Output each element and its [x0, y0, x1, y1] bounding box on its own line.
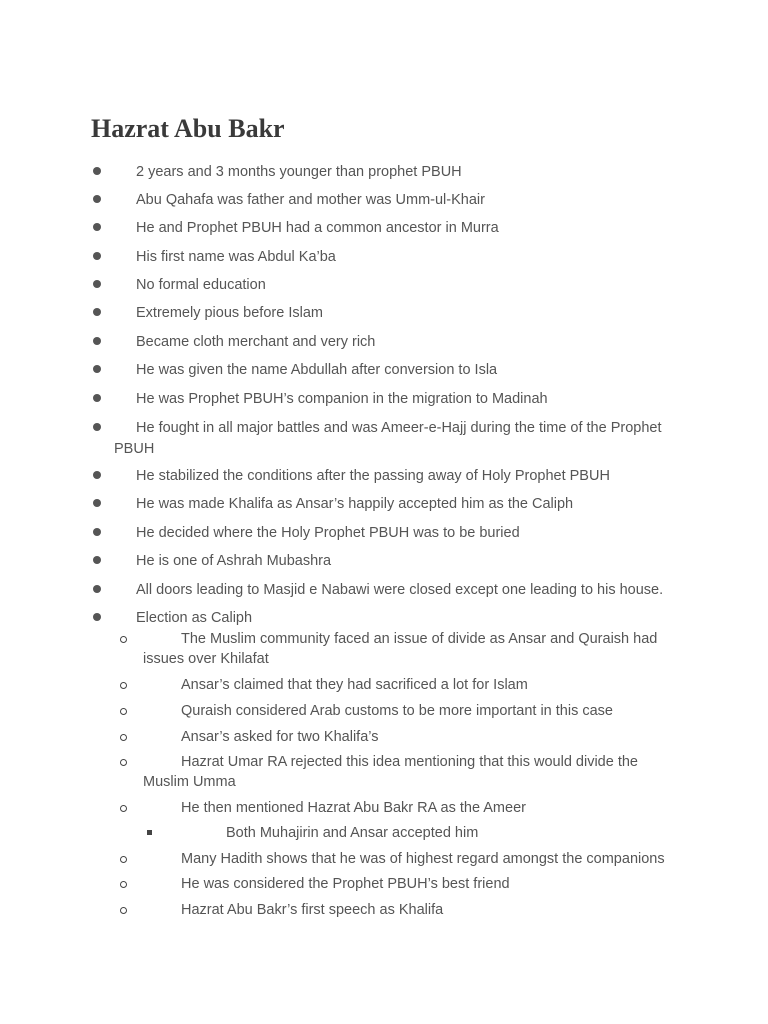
sub-list-item-text: The Muslim community faced an issue of divide as Ansar and Quraish had: [181, 631, 658, 647]
sub-sub-list-item: [0, 823, 768, 843]
list-item-text: He was given the name Abdullah after conversion to Isla: [136, 362, 498, 378]
list-item: [0, 389, 768, 409]
bullet-dot: [93, 337, 101, 345]
list-item-text: He fought in all major battles and was Ameer-e-Hajj during the time of the Prophet: [136, 420, 662, 436]
list-item-text: He decided where the Holy Prophet PBUH was to be buried: [136, 525, 520, 541]
bullet-dot: [93, 556, 101, 564]
bullet-dot: [93, 585, 101, 593]
circle-bullet: [120, 734, 127, 741]
bullet-dot: [93, 167, 101, 175]
list-item-text: All doors leading to Masjid e Nabawi were closed except one leading to his house.: [136, 582, 664, 598]
list-item: [0, 466, 768, 486]
list-item: [0, 551, 768, 571]
sub-list-item-text: He then mentioned Hazrat Abu Bakr RA as the Ameer: [181, 800, 526, 816]
list-item: [0, 580, 768, 600]
list-item-text: He and Prophet PBUH had a common ancestor in Murra: [136, 220, 499, 236]
bullet-dot: [93, 528, 101, 536]
sub-list-item: [0, 727, 768, 747]
list-item-text: Abu Qahafa was father and mother was Umm-ul-Khair: [136, 192, 485, 208]
list-item: [0, 494, 768, 514]
bullet-dot: [93, 280, 101, 288]
circle-bullet: [120, 881, 127, 888]
list-item-text-continuation: PBUH: [114, 441, 155, 457]
sub-list-item-text-continuation: Muslim Umma: [143, 774, 236, 790]
list-item: [0, 360, 768, 380]
bullet-dot: [93, 394, 101, 402]
list-item: [0, 608, 768, 628]
list-item-text: Became cloth merchant and very rich: [136, 334, 376, 350]
sub-list-item-text: Quraish considered Arab customs to be more important in this case: [181, 703, 613, 719]
sub-list-item: [0, 701, 768, 721]
list-item-text: Extremely pious before Islam: [136, 305, 323, 321]
list-item: [0, 418, 768, 458]
sub-list-item-text: Ansar’s asked for two Khalifa’s: [181, 729, 379, 745]
sub-list-item-text: Hazrat Abu Bakr’s first speech as Khalifa: [181, 902, 444, 918]
list-item: [0, 275, 768, 295]
list-item-text: He stabilized the conditions after the passing away of Holy Prophet PBUH: [136, 468, 610, 484]
sub-list-item: [0, 675, 768, 695]
document-title: Hazrat Abu Bakr: [91, 114, 285, 143]
bullet-dot: [93, 223, 101, 231]
circle-bullet: [120, 856, 127, 863]
circle-bullet: [120, 907, 127, 914]
list-item-text: He was made Khalifa as Ansar’s happily accepted him as the Caliph: [136, 496, 574, 512]
circle-bullet: [120, 708, 127, 715]
bullet-dot: [93, 365, 101, 373]
circle-bullet: [120, 805, 127, 812]
list-item-text: He was Prophet PBUH’s companion in the migration to Madinah: [136, 391, 548, 407]
list-item: [0, 303, 768, 323]
bullet-dot: [93, 195, 101, 203]
list-item-text: He is one of Ashrah Mubashra: [136, 553, 332, 569]
sub-sub-list-item-text: Both Muhajirin and Ansar accepted him: [226, 825, 479, 841]
sub-list-item: [0, 849, 768, 869]
list-item-text: No formal education: [136, 277, 266, 293]
sub-list-item: [0, 900, 768, 920]
list-item-text: 2 years and 3 months younger than prophet PBUH: [136, 164, 462, 180]
sub-list-item-text: Many Hadith shows that he was of highest regard amongst the companions: [181, 851, 665, 867]
sub-list-item: [0, 752, 768, 792]
sub-list-item-text: Hazrat Umar RA rejected this idea mentioning that this would divide the: [181, 754, 638, 770]
sub-list-item: [0, 874, 768, 894]
sub-list-item: [0, 629, 768, 669]
square-bullet: [147, 830, 152, 835]
bullet-dot: [93, 252, 101, 260]
sub-list-item-text-continuation: issues over Khilafat: [143, 651, 269, 667]
sub-list-item: [0, 798, 768, 818]
sub-list-item-text: Ansar’s claimed that they had sacrificed a lot for Islam: [181, 677, 528, 693]
list-item: [0, 523, 768, 543]
list-item: [0, 218, 768, 238]
list-item-text: Election as Caliph: [136, 610, 253, 626]
bullet-dot: [93, 499, 101, 507]
list-item: [0, 190, 768, 210]
circle-bullet: [120, 682, 127, 689]
list-item: [0, 162, 768, 182]
circle-bullet: [120, 636, 127, 643]
bullet-dot: [93, 423, 101, 431]
list-item: [0, 332, 768, 352]
sub-list-item-text: He was considered the Prophet PBUH’s best friend: [181, 876, 510, 892]
circle-bullet: [120, 759, 127, 766]
bullet-dot: [93, 613, 101, 621]
bullet-dot: [93, 471, 101, 479]
bullet-dot: [93, 308, 101, 316]
list-item-text: His first name was Abdul Ka’ba: [136, 249, 336, 265]
list-item: [0, 247, 768, 267]
